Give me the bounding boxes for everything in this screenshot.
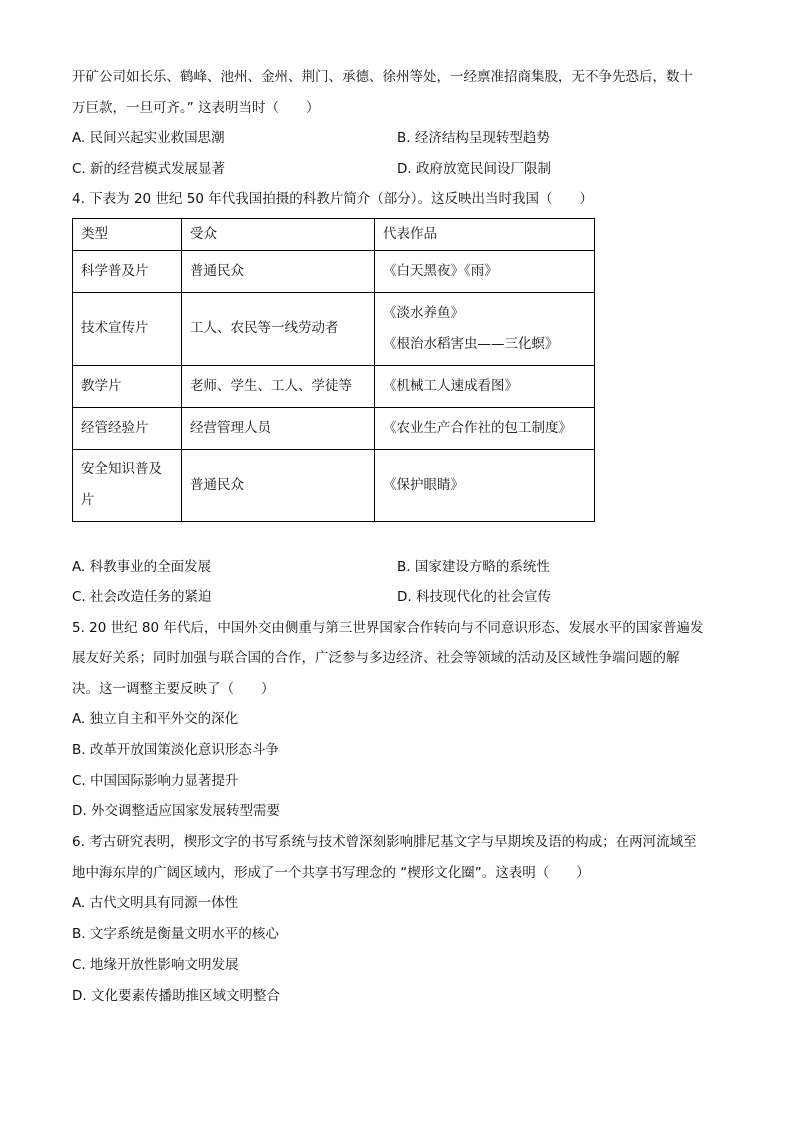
cell-works: 《农业生产合作社的包工制度》 (375, 407, 595, 449)
cell-type: 经管经验片 (73, 407, 182, 449)
question-6 (72, 827, 732, 1011)
science-film-table (72, 218, 595, 522)
cell-works: 《机械工人速成看图》 (375, 365, 595, 407)
q5-option-c[interactable]: C. 中国国际影响力显著提升 (72, 772, 239, 789)
table-header-audience: 受众 (182, 218, 375, 250)
q3-option-d[interactable]: D. 政府放宽民间设厂限制 (397, 160, 551, 177)
q4-options-row-1 (72, 552, 732, 583)
cell-type: 科学普及片 (73, 250, 182, 292)
q4-option-d[interactable]: D. 科技现代化的社会宣传 (397, 589, 551, 605)
table-row (73, 407, 595, 449)
cell-type-line: 片 (81, 492, 95, 508)
cell-type: 教学片 (73, 365, 182, 407)
cell-works: 《白天黑夜》《雨》 (375, 250, 595, 292)
q3-option-b[interactable]: B. 经济结构呈现转型趋势 (397, 130, 550, 146)
q3-options-row-1 (72, 123, 732, 154)
q4-option-a[interactable]: A. 科教事业的全面发展 (72, 558, 212, 575)
cell-audience: 老师、学生、工人、学徒等 (182, 365, 375, 407)
q5-stem-line-1: 5. 20 世纪 80 年代后，中国外交由侧重与第三世界国家合作转向与不同意识形态、发展水平的国家普遍发 (72, 619, 704, 636)
table-row (73, 292, 595, 365)
cell-type (73, 449, 182, 521)
q3-option-a[interactable]: A. 民间兴起实业救国思潮 (72, 130, 225, 146)
question-3 (72, 62, 732, 184)
question-5 (72, 613, 732, 828)
question-4 (72, 184, 732, 613)
cell-audience: 工人、农民等一线劳动者 (182, 292, 375, 365)
q6-stem-line-2: 地中海东岸的广阔区域内，形成了一个共享书写理念的 “楔形文化圈”。这表明（ ） (72, 864, 590, 881)
q6-option-d[interactable]: D. 文化要素传播助推区域文明整合 (72, 987, 280, 1004)
cell-works (375, 292, 595, 365)
q5-stem-line-2: 展友好关系；同时加强与联合国的合作，广泛参与多边经济、社会等领域的活动及区域性争端问题的解 (72, 650, 680, 666)
q6-option-a[interactable]: A. 古代文明具有同源一体性 (72, 895, 239, 912)
table-header-works: 代表作品 (375, 218, 595, 250)
cell-type: 技术宣传片 (73, 292, 182, 365)
q5-stem-line-3: 决。这一调整主要反映了（ ） (72, 680, 275, 697)
table-row (73, 365, 595, 407)
exam-page (72, 62, 732, 1011)
cell-audience: 经营管理人员 (182, 407, 375, 449)
q4-option-c[interactable]: C. 社会改造任务的紧迫 (72, 589, 212, 605)
q6-option-b[interactable]: B. 文字系统是衡量文明水平的核心 (72, 925, 279, 942)
table-header-row (73, 218, 595, 250)
q4-option-b[interactable]: B. 国家建设方略的系统性 (397, 558, 550, 575)
q3-stem-line-1: 开矿公司如长乐、鹤峰、池州、金州、荆门、承德、徐州等处，一经禀准招商集股，无不争先恐后，数十 (72, 69, 693, 85)
table-row (73, 250, 595, 292)
q3-stem-line-2: 万巨款，一旦可齐。” 这表明当时（ ） (72, 99, 320, 116)
cell-works: 《保护眼睛》 (375, 449, 595, 521)
q3-option-c[interactable]: C. 新的经营模式发展显著 (72, 160, 226, 177)
q6-stem-line-1: 6. 考古研究表明，楔形文字的书写系统与技术曾深刻影响腓尼基文字与早期埃及语的构成；在两河流域至 (72, 834, 697, 851)
work-title: 《淡水养鱼》 (383, 304, 464, 321)
work-title: 《根治水稻害虫——三化螟》 (383, 335, 559, 352)
cell-type-line: 安全知识普及 (81, 461, 162, 477)
q5-option-a[interactable]: A. 独立自主和平外交的深化 (72, 711, 239, 727)
table-row (73, 449, 595, 521)
q3-options-row-2 (72, 154, 732, 185)
q5-option-d[interactable]: D. 外交调整适应国家发展转型需要 (72, 803, 280, 820)
table-header-type: 类型 (73, 218, 182, 250)
cell-audience: 普通民众 (182, 449, 375, 521)
q4-stem: 4. 下表为 20 世纪 50 年代我国拍摄的科教片简介（部分）。这反映出当时我国（ ） (72, 191, 593, 207)
q4-options-row-2 (72, 582, 732, 613)
cell-audience: 普通民众 (182, 250, 375, 292)
q6-option-c[interactable]: C. 地缘开放性影响文明发展 (72, 956, 239, 973)
q5-option-b[interactable]: B. 改革开放国策淡化意识形态斗争 (72, 741, 279, 758)
